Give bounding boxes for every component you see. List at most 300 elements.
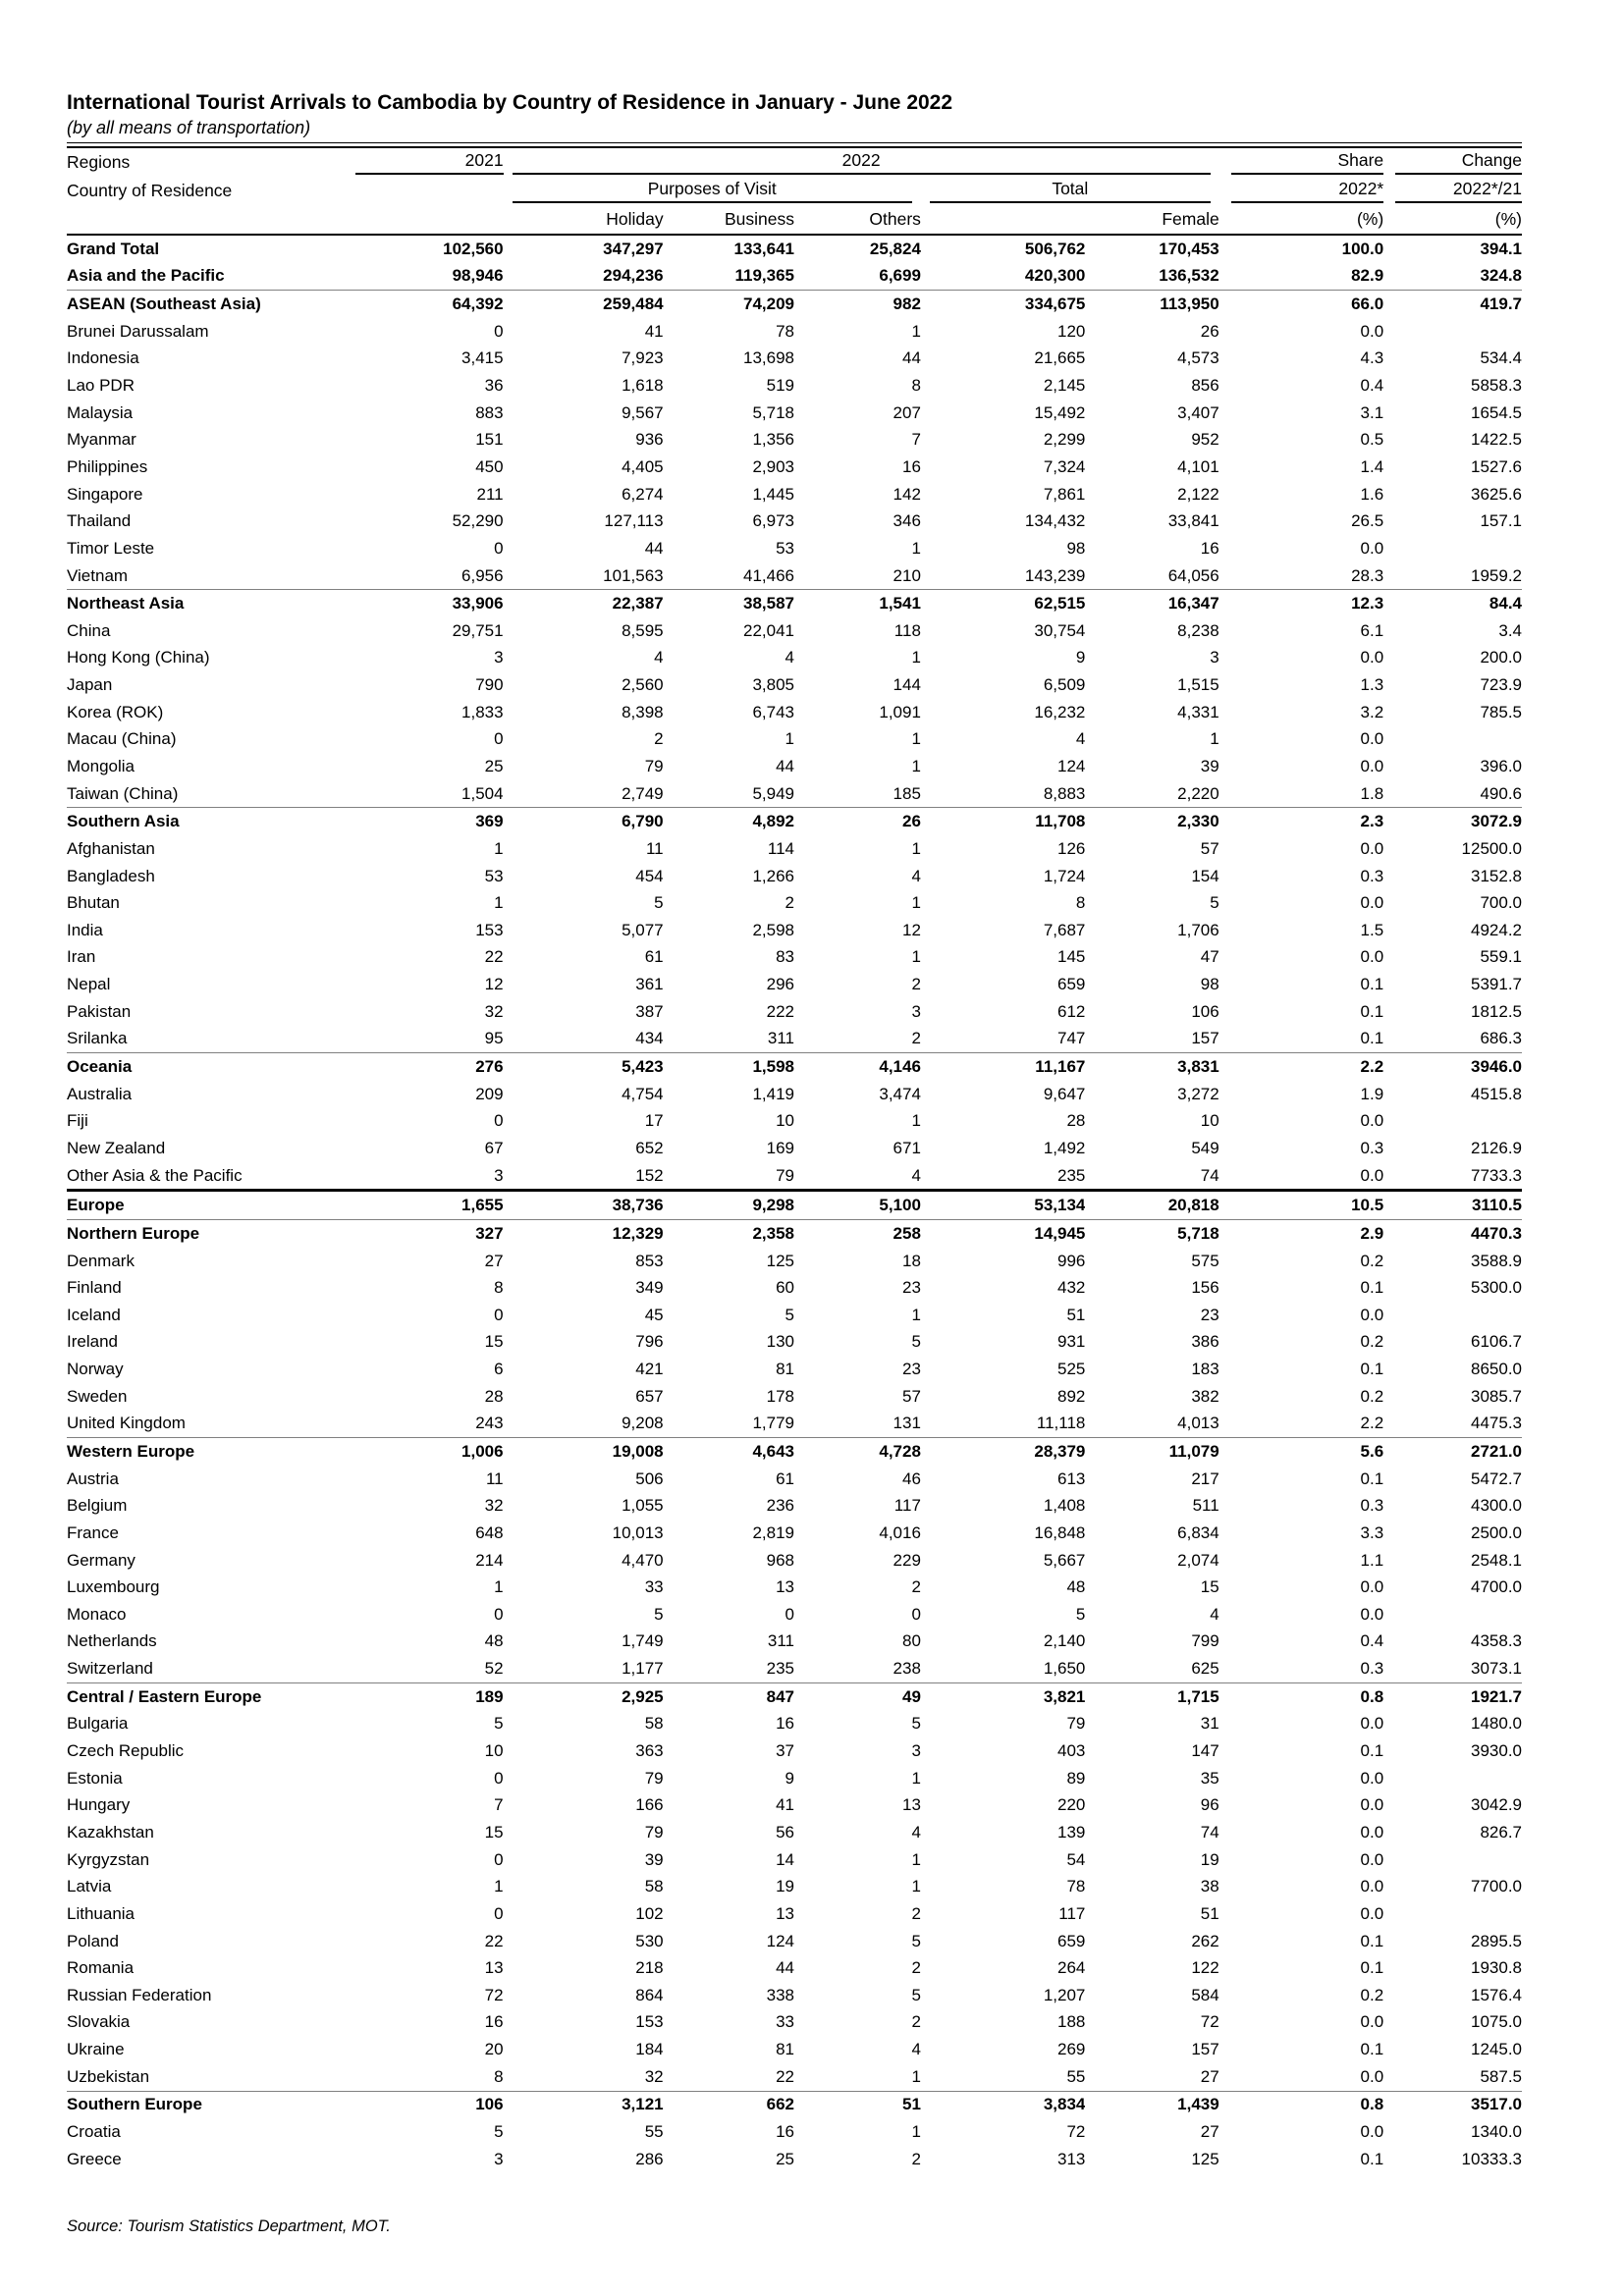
table-row: [67, 2063, 1522, 2091]
country-cell: Afghanistan: [67, 838, 155, 858]
value-cell: 145: [1056, 947, 1086, 967]
value-cell: 3: [344, 1162, 504, 1191]
header-share-pct: (%): [1219, 205, 1383, 235]
value-cell: 29,751: [452, 620, 504, 640]
table-row: [67, 998, 1522, 1026]
value-cell: 4515.8: [1471, 1084, 1522, 1103]
table-row: [67, 671, 1522, 699]
country-cell: United Kingdom: [67, 1411, 344, 1438]
value-cell: 98: [1066, 538, 1086, 558]
value-cell: 1930.8: [1471, 1958, 1522, 1978]
value-cell: 2: [911, 1958, 921, 1978]
country-cell: Southern Asia: [67, 812, 180, 831]
country-cell: India: [67, 920, 103, 939]
value-cell: 7,861: [1043, 484, 1086, 504]
value-cell: 64,056: [1085, 562, 1218, 590]
value-cell: 4,754: [622, 1084, 664, 1103]
value-cell: 4,013: [1085, 1411, 1218, 1438]
value-cell: 1,439: [1177, 2095, 1219, 2114]
country-cell: France: [67, 1522, 119, 1542]
table-row: [67, 699, 1522, 726]
header-country-of-residence: Country of Residence: [67, 181, 233, 200]
value-cell: 1.6: [1360, 484, 1384, 504]
value-cell: 3,805: [752, 675, 794, 695]
value-cell: 32: [484, 1001, 504, 1021]
value-cell: 81: [776, 2040, 794, 2059]
value-cell: 151: [475, 430, 504, 450]
value-cell: 6: [494, 1360, 504, 1379]
country-cell: Latvia: [67, 1877, 112, 1896]
value-cell: 13: [776, 1903, 794, 1923]
value-cell: [1383, 1846, 1522, 1874]
value-cell: 0.0: [1360, 538, 1384, 558]
value-cell: 3.3: [1360, 1522, 1384, 1542]
value-cell: 41,466: [664, 562, 794, 590]
table-row: [67, 1819, 1522, 1846]
value-cell: 26: [1200, 321, 1219, 341]
value-cell: 1,492: [1043, 1138, 1086, 1157]
table-row: [67, 562, 1522, 590]
value-cell: 1.1: [1360, 1550, 1384, 1570]
value-cell: 0.0: [1360, 1849, 1384, 1869]
value-cell: 883: [475, 402, 504, 422]
value-cell: 38,587: [742, 594, 794, 614]
table-row: [67, 318, 1522, 346]
value-cell: 454: [635, 866, 664, 885]
value-cell: 2,145: [1043, 376, 1086, 396]
value-cell: 23: [901, 1360, 921, 1379]
value-cell: 1: [911, 321, 921, 341]
value-cell: 3.4: [1498, 620, 1522, 640]
country-cell: Croatia: [67, 2122, 121, 2142]
value-cell: 22,041: [742, 620, 794, 640]
value-cell: 1,419: [752, 1084, 794, 1103]
table-row: [67, 753, 1522, 780]
value-cell: 5,077: [622, 920, 664, 939]
value-cell: 2500.0: [1471, 1522, 1522, 1542]
value-cell: 369: [475, 812, 504, 831]
value-cell: 4.3: [1360, 348, 1384, 368]
value-cell: 2: [911, 1577, 921, 1597]
value-cell: 4: [654, 648, 664, 667]
table-row: [67, 944, 1522, 972]
value-cell: 6,834: [1177, 1522, 1219, 1542]
country-cell: Indonesia: [67, 348, 139, 368]
value-cell: 8650.0: [1471, 1360, 1522, 1379]
country-cell: Bangladesh: [67, 866, 155, 885]
table-row: [67, 535, 1522, 562]
value-cell: 55: [644, 2122, 664, 2142]
value-cell: 0: [494, 1768, 504, 1788]
country-cell: Fiji: [67, 1111, 88, 1131]
value-cell: 1.4: [1360, 456, 1384, 476]
value-cell: 2: [911, 975, 921, 994]
value-cell: 2.9: [1360, 1223, 1384, 1243]
value-cell: 0: [785, 1604, 794, 1624]
table-row: [67, 372, 1522, 400]
value-cell: 18: [901, 1251, 921, 1270]
country-cell: Russian Federation: [67, 1985, 212, 2004]
value-cell: 2,358: [752, 1223, 794, 1243]
value-cell: 864: [635, 1985, 664, 2004]
value-cell: 347,297: [603, 239, 664, 258]
value-cell: [1383, 726, 1522, 754]
header-female: Female: [1085, 205, 1218, 235]
value-cell: 3: [911, 1741, 921, 1761]
value-cell: 8,595: [622, 620, 664, 640]
value-cell: 20,818: [1085, 1191, 1218, 1220]
value-cell: 210: [794, 562, 921, 590]
value-cell: 10333.3: [1461, 2149, 1522, 2168]
value-cell: 72: [1066, 2122, 1086, 2142]
value-cell: 3,415: [461, 348, 504, 368]
table-row: [67, 1191, 1522, 1220]
country-cell: Australia: [67, 1084, 133, 1103]
value-cell: 1,650: [921, 1655, 1085, 1682]
country-cell: Grand Total: [67, 239, 160, 258]
value-cell: 9: [785, 1768, 794, 1788]
value-cell: 1480.0: [1471, 1714, 1522, 1734]
value-cell: 218: [635, 1958, 664, 1978]
country-cell: Singapore: [67, 484, 143, 504]
value-cell: 157: [1191, 2040, 1219, 2059]
value-cell: 4,470: [622, 1550, 664, 1570]
header-share-year: 2022*: [1219, 177, 1383, 205]
value-cell: 1,504: [344, 780, 504, 808]
value-cell: 3: [1210, 648, 1219, 667]
value-cell: 1422.5: [1471, 430, 1522, 450]
value-cell: 0.4: [1360, 1631, 1384, 1651]
value-cell: 259,484: [603, 294, 664, 314]
value-cell: 1,833: [461, 702, 504, 721]
value-cell: 5,100: [794, 1191, 921, 1220]
country-cell: Bulgaria: [67, 1714, 129, 1734]
value-cell: 0.1: [1360, 975, 1384, 994]
country-cell: Other Asia & the Pacific: [67, 1162, 344, 1191]
country-cell: Uzbekistan: [67, 2063, 344, 2091]
value-cell: 420,300: [921, 263, 1085, 291]
value-cell: 5: [1210, 893, 1219, 913]
value-cell: 0.0: [1360, 1714, 1384, 1734]
value-cell: 982: [893, 294, 921, 314]
value-cell: 13: [901, 1795, 921, 1815]
value-cell: 169: [766, 1138, 794, 1157]
value-cell: 2,749: [504, 780, 664, 808]
value-cell: 79: [644, 1768, 664, 1788]
value-cell: 3.2: [1360, 702, 1384, 721]
value-cell: 0.3: [1360, 1496, 1384, 1516]
value-cell: 2,140: [1043, 1631, 1086, 1651]
country-cell: Western Europe: [67, 1442, 195, 1461]
value-cell: 0: [494, 538, 504, 558]
value-cell: 120: [1056, 321, 1086, 341]
value-cell: 153: [475, 920, 504, 939]
table-row: [67, 1928, 1522, 1955]
value-cell: 19: [776, 1877, 794, 1896]
table-row: [67, 917, 1522, 944]
value-cell: 625: [1085, 1655, 1218, 1682]
value-cell: 3,272: [1177, 1084, 1219, 1103]
value-cell: 95: [344, 1026, 504, 1053]
value-cell: 258: [893, 1223, 921, 1243]
value-cell: 0.3: [1360, 1138, 1384, 1157]
value-cell: 386: [1191, 1332, 1219, 1352]
value-cell: 5858.3: [1471, 376, 1522, 396]
value-cell: 0.0: [1360, 1305, 1384, 1324]
value-cell: 0: [494, 1604, 504, 1624]
document-page: [67, 90, 1522, 2236]
value-cell: 7,324: [1043, 456, 1086, 476]
value-cell: 723.9: [1480, 675, 1522, 695]
value-cell: 44: [776, 756, 794, 775]
value-cell: 3,821: [1043, 1686, 1086, 1706]
value-cell: 2,903: [752, 456, 794, 476]
header-change-years: 2022*/21: [1383, 177, 1522, 205]
value-cell: 8: [494, 1278, 504, 1298]
table-row: [67, 454, 1522, 481]
value-cell: 1.9: [1360, 1084, 1384, 1103]
value-cell: 311: [664, 1026, 794, 1053]
value-cell: 4,643: [752, 1442, 794, 1461]
value-cell: 124: [1056, 756, 1086, 775]
value-cell: 2: [911, 2012, 921, 2032]
table-row: [67, 2009, 1522, 2037]
value-cell: 2,330: [1177, 812, 1219, 831]
table-row: [67, 1492, 1522, 1520]
table-row: [67, 1466, 1522, 1493]
table-row: [67, 1026, 1522, 1053]
table-row: [67, 507, 1522, 535]
value-cell: 33: [644, 1577, 664, 1597]
table-row: [67, 1982, 1522, 2009]
value-cell: 587.5: [1383, 2063, 1522, 2091]
value-cell: 170,453: [1159, 239, 1219, 258]
value-cell: 16,347: [1167, 594, 1219, 614]
value-cell: 188: [1056, 2012, 1086, 2032]
value-cell: 28,379: [1034, 1442, 1086, 1461]
country-cell: Ireland: [67, 1332, 118, 1352]
value-cell: 511: [1192, 1496, 1219, 1516]
table-row: [67, 1737, 1522, 1765]
table-row: [67, 1873, 1522, 1900]
table-row: [67, 863, 1522, 890]
value-cell: 19: [1200, 1849, 1219, 1869]
country-cell: Lao PDR: [67, 376, 135, 396]
value-cell: 27: [1200, 2122, 1219, 2142]
value-cell: 659: [1056, 1931, 1086, 1950]
value-cell: 5,423: [622, 1057, 664, 1077]
value-cell: 127,113: [604, 511, 664, 531]
table-row: [67, 1356, 1522, 1383]
value-cell: 1,207: [1043, 1985, 1086, 2004]
value-cell: 72: [1200, 2012, 1219, 2032]
value-cell: 46: [901, 1468, 921, 1488]
header-2021-spacer: [344, 177, 504, 205]
value-cell: 51: [1066, 1305, 1086, 1324]
country-cell: Iran: [67, 947, 96, 967]
value-cell: 5,667: [1043, 1550, 1086, 1570]
country-cell: Iceland: [67, 1305, 121, 1324]
value-cell: 12500.0: [1461, 838, 1522, 858]
value-cell: 23: [1200, 1305, 1219, 1324]
value-cell: 49: [901, 1686, 921, 1706]
value-cell: 575: [1191, 1251, 1219, 1270]
table-row: [67, 346, 1522, 373]
value-cell: 327: [475, 1223, 504, 1243]
value-cell: 1: [911, 648, 921, 667]
value-cell: 5: [911, 1332, 921, 1352]
value-cell: 22,387: [612, 594, 664, 614]
value-cell: 6,973: [752, 511, 794, 531]
value-cell: 2: [794, 1026, 921, 1053]
value-cell: 79: [664, 1162, 794, 1191]
country-cell: Central / Eastern Europe: [67, 1686, 262, 1706]
table-header: [67, 147, 1522, 235]
country-cell: Myanmar: [67, 430, 136, 450]
header-total: Total: [921, 177, 1219, 205]
value-cell: 0.2: [1360, 1985, 1384, 2004]
value-cell: 0.0: [1360, 893, 1384, 913]
value-cell: 118: [893, 620, 921, 640]
value-cell: 4358.3: [1471, 1631, 1522, 1651]
value-cell: 6,274: [622, 484, 664, 504]
value-cell: 14: [776, 1849, 794, 1869]
value-cell: 1812.5: [1471, 1001, 1522, 1021]
value-cell: 0.0: [1219, 1162, 1383, 1191]
value-cell: 338: [766, 1985, 794, 2004]
country-cell: Thailand: [67, 511, 132, 531]
value-cell: 6106.7: [1471, 1332, 1522, 1352]
value-cell: 22: [484, 947, 504, 967]
value-cell: 16: [776, 1714, 794, 1734]
value-cell: 126: [1056, 838, 1086, 858]
value-cell: 3: [494, 648, 504, 667]
value-cell: 0.0: [1360, 1111, 1384, 1131]
value-cell: 79: [1066, 1714, 1086, 1734]
value-cell: 11,079: [1168, 1442, 1219, 1461]
value-cell: 1: [911, 538, 921, 558]
value-cell: 0.1: [1360, 1360, 1384, 1379]
value-cell: 21,665: [1034, 348, 1086, 368]
value-cell: 1245.0: [1471, 2040, 1522, 2059]
value-cell: 4,016: [879, 1522, 921, 1542]
value-cell: 648: [475, 1522, 504, 1542]
value-cell: 84.4: [1489, 594, 1522, 614]
value-cell: [1383, 1900, 1522, 1928]
value-cell: 44: [901, 348, 921, 368]
value-cell: 294,236: [504, 263, 664, 291]
value-cell: 15: [1200, 1577, 1219, 1597]
country-cell: Southern Europe: [67, 2095, 202, 2114]
value-cell: 79: [644, 1822, 664, 1842]
value-cell: 39: [1200, 756, 1219, 775]
country-cell: Lithuania: [67, 1903, 135, 1923]
value-cell: 3,121: [622, 2095, 664, 2114]
value-cell: 1: [494, 1577, 504, 1597]
value-cell: 17: [644, 1111, 664, 1131]
value-cell: 10.5: [1219, 1191, 1383, 1220]
value-cell: 0.3: [1219, 1655, 1383, 1682]
header-country-spacer: [67, 205, 344, 235]
value-cell: 5391.7: [1471, 975, 1522, 994]
value-cell: 856: [1191, 376, 1219, 396]
value-cell: 0.0: [1360, 947, 1384, 967]
value-cell: 13: [776, 1577, 794, 1597]
country-cell: Macau (China): [67, 729, 177, 749]
value-cell: 1,356: [752, 430, 794, 450]
value-cell: [1383, 1765, 1522, 1792]
value-cell: 612: [1056, 1001, 1086, 1021]
header-change-pct: (%): [1383, 205, 1522, 235]
value-cell: 5: [494, 1714, 504, 1734]
value-cell: 35: [1200, 1768, 1219, 1788]
value-cell: 4,146: [879, 1057, 921, 1077]
table-row: [67, 1411, 1522, 1438]
value-cell: 1527.6: [1471, 456, 1522, 476]
value-cell: 139: [1056, 1822, 1086, 1842]
value-cell: [1383, 1601, 1522, 1629]
value-cell: 0.2: [1360, 1332, 1384, 1352]
value-cell: 662: [766, 2095, 794, 2114]
table-row: [67, 1900, 1522, 1928]
table-row: [67, 1302, 1522, 1329]
value-cell: 78: [776, 321, 794, 341]
value-cell: 0.1: [1360, 1958, 1384, 1978]
value-cell: 0.0: [1360, 2122, 1384, 2142]
table-row: [67, 2146, 1522, 2173]
value-cell: 67: [484, 1138, 504, 1157]
value-cell: 387: [635, 1001, 664, 1021]
country-cell: Belgium: [67, 1496, 128, 1516]
value-cell: 1: [911, 756, 921, 775]
table-row: [67, 835, 1522, 863]
value-cell: 0.0: [1360, 1903, 1384, 1923]
table-row: [67, 617, 1522, 645]
value-cell: 57: [901, 1386, 921, 1406]
table-row: [67, 1135, 1522, 1162]
value-cell: 2,299: [1043, 430, 1086, 450]
value-cell: 10: [1200, 1111, 1219, 1131]
value-cell: 826.7: [1480, 1822, 1522, 1842]
value-cell: 1,715: [1177, 1686, 1219, 1706]
value-cell: 3072.9: [1471, 812, 1522, 831]
value-cell: 1,618: [622, 376, 664, 396]
value-cell: 80: [901, 1631, 921, 1651]
country-cell: Northern Europe: [67, 1223, 200, 1243]
value-cell: 183: [1191, 1360, 1219, 1379]
value-cell: 217: [1191, 1468, 1219, 1488]
value-cell: 27: [484, 1251, 504, 1270]
value-cell: 98: [1200, 975, 1219, 994]
value-cell: 7733.3: [1383, 1162, 1522, 1191]
table-row: [67, 291, 1522, 318]
value-cell: 16: [1200, 538, 1219, 558]
value-cell: 184: [635, 2040, 664, 2059]
header-row-3: [67, 205, 1522, 235]
table-row: [67, 1765, 1522, 1792]
value-cell: 61: [776, 1468, 794, 1488]
value-cell: 243: [344, 1411, 504, 1438]
value-cell: 13: [484, 1958, 504, 1978]
value-cell: 33,841: [1167, 511, 1219, 531]
value-cell: 1,091: [879, 702, 921, 721]
value-cell: 1654.5: [1471, 402, 1522, 422]
table-row: [67, 1846, 1522, 1874]
value-cell: 968: [766, 1550, 794, 1570]
value-cell: 3946.0: [1471, 1057, 1522, 1077]
value-cell: 269: [1056, 2040, 1086, 2059]
value-cell: 8: [911, 376, 921, 396]
